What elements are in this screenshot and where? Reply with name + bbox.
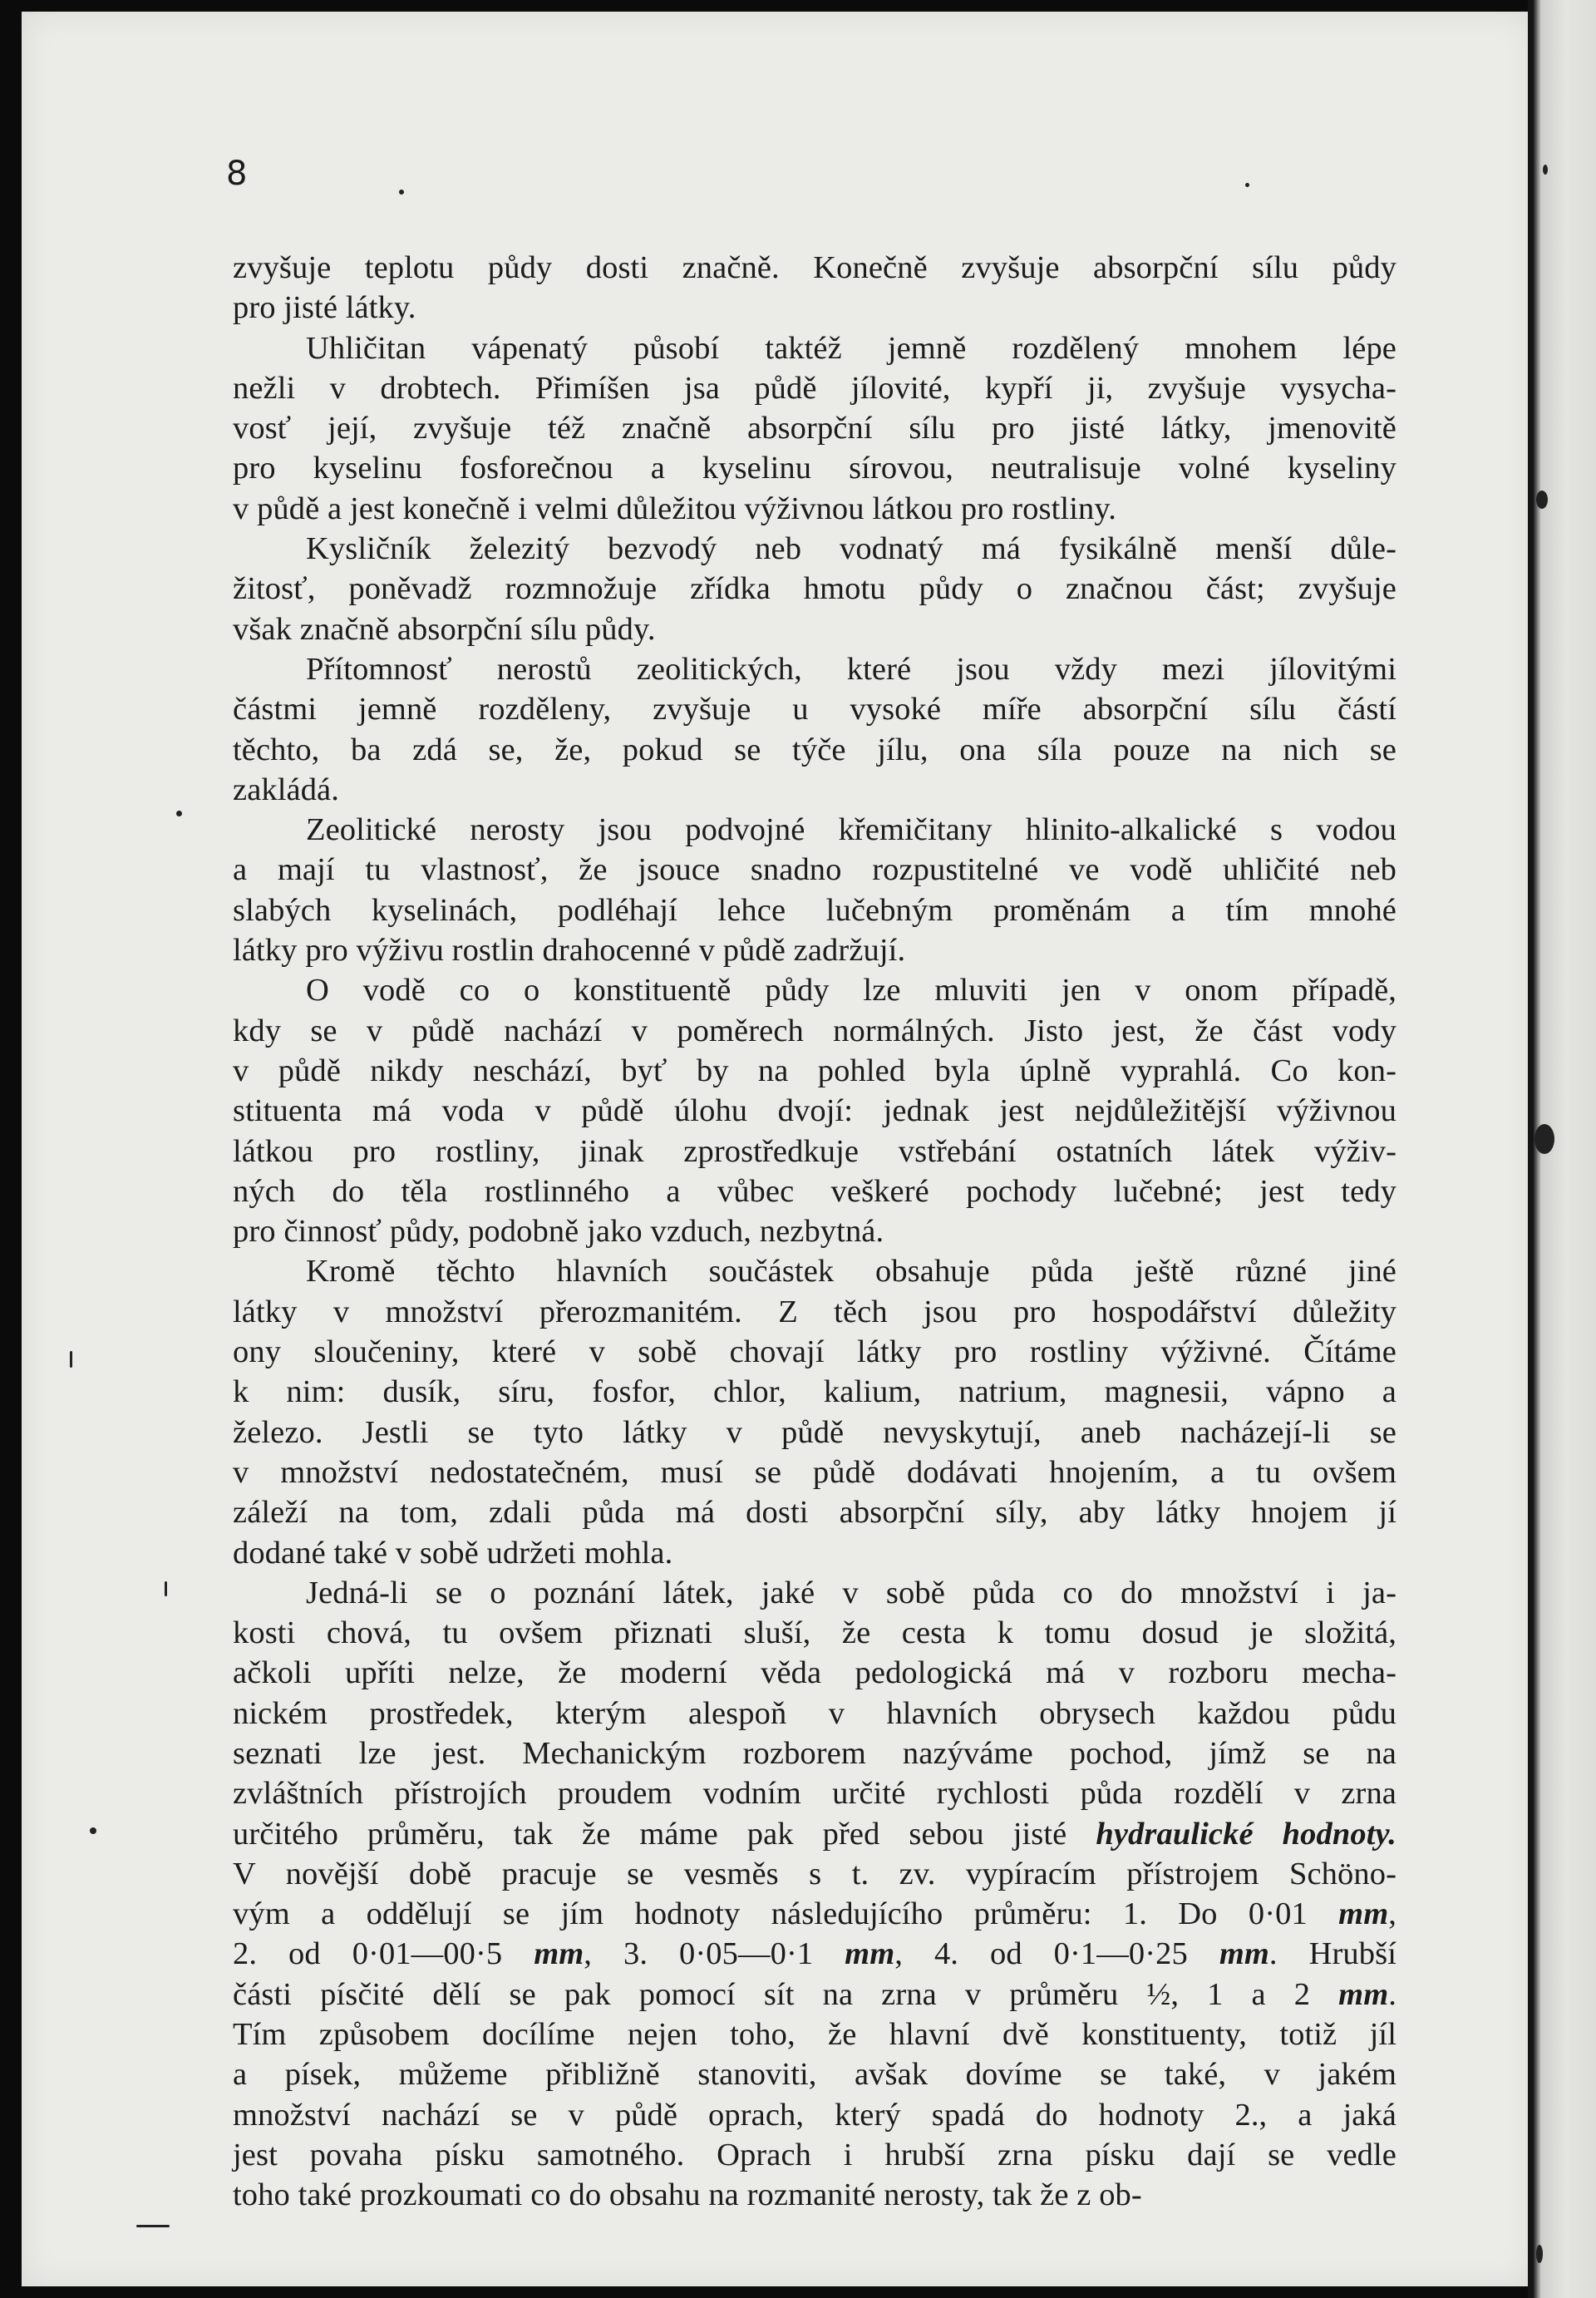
text-line: železo. Jestli se tyto látky v půdě nevyskytují, aneb nacházejí-li se <box>233 1414 1396 1450</box>
text-line: látky pro výživu rostlin drahocenné v půdě zadržují. <box>233 933 906 969</box>
scan-speck <box>90 1827 96 1834</box>
text-line: těchto, ba zdá se, že, pokud se týče jílu, ona síla pouze na nich se <box>233 732 1396 767</box>
paragraph <box>233 1573 1396 2216</box>
text-line: Jedná-li se o poznání látek, jaké v sobě půda co do množství i ja- <box>306 1575 1396 1610</box>
text-line: a mají tu vlastnosť, že jsouce snadno rozpustitelné ve vodě uhličité neb <box>233 852 1396 888</box>
text-line: Zeolitické nerosty jsou podvojné křemičitany hlinito-alkalické s vodou <box>306 812 1396 848</box>
body-text <box>233 248 1396 2216</box>
scan-speck <box>1534 1124 1554 1154</box>
text-line: však značně absorpční sílu půdy. <box>233 611 656 647</box>
scan-speck <box>70 1351 72 1368</box>
text-line: dodané také v sobě udržeti mohla. <box>233 1535 673 1571</box>
scan-speck <box>176 811 182 816</box>
text-line: vým a oddělují se jím hodnoty následujícího průměru: 1. Do 0·01 mm, <box>233 1896 1396 1932</box>
text-line: seznati lze jest. Mechanickým rozborem nazýváme pochod, jímž se na <box>233 1735 1396 1771</box>
scan-speck <box>1536 491 1548 509</box>
text-line: části písčité dělí se pak pomocí sít na zrna v průměru ½, 1 a 2 mm. <box>233 1976 1396 2012</box>
text-line: zvyšuje teplotu půdy dosti značně. Konečně zvyšuje absorpční sílu půdy <box>233 250 1396 285</box>
paragraph <box>233 529 1396 649</box>
text-line: Tím způsobem docílíme nejen toho, že hlavní dvě konstituenty, totiž jíl <box>233 2017 1396 2053</box>
text-line: v půdě nikdy neschází, byť by na pohled byla úplně vyprahlá. Co kon- <box>233 1053 1396 1088</box>
text-line: látky v množství přerozmanitém. Z těch jsou pro hospodářství důležity <box>233 1294 1396 1329</box>
text-line: Kromě těchto hlavních součástek obsahuje půda ještě různé jiné <box>306 1254 1396 1290</box>
text-line: V novější době pracuje se vesměs s t. zv. vypíracím přístrojem Schöno- <box>233 1856 1396 1891</box>
text-line: a písek, můžeme přibližně stanoviti, avšak dovíme se také, v jakém <box>233 2057 1396 2093</box>
text-line: pro jisté látky. <box>233 290 416 326</box>
text-line: ných do těla rostlinného a vůbec veškeré pochody lučebné; jest tedy <box>233 1173 1396 1209</box>
text-line: v půdě a jest konečně i velmi důležitou výživnou látkou pro rostliny. <box>233 491 1116 526</box>
text-line: ony sloučeniny, které v sobě chovají látky pro rostliny výživné. Čítáme <box>233 1334 1396 1370</box>
scan-speck <box>399 190 404 195</box>
scan-speck <box>1245 183 1249 187</box>
text-line: pro kyselinu fosforečnou a kyselinu sírovou, neutralisuje volné kyseliny <box>233 451 1396 486</box>
text-line: toho také prozkoumati co do obsahu na rozmanité nerosty, tak že z ob- <box>233 2177 1142 2213</box>
text-line: kosti chová, tu ovšem přiznati sluší, že cesta k tomu dosud je složitá, <box>233 1615 1396 1651</box>
text-line: vosť její, zvyšuje též značně absorpční sílu pro jisté látky, jmenovitě <box>233 411 1396 446</box>
text-line: záleží na tom, zdali půda má dosti absorpční síly, aby látky hnojem jí <box>233 1495 1396 1531</box>
text-line: k nim: dusík, síru, fosfor, chlor, kalium, natrium, magnesii, vápno a <box>233 1374 1396 1410</box>
paragraph <box>233 1251 1396 1572</box>
text-line: Kysličník železitý bezvodý neb vodnatý má fysikálně menší důle- <box>306 531 1396 567</box>
text-line: ačkoli upříti nelze, že moderní věda pedologická má v rozboru mecha- <box>233 1655 1396 1691</box>
text-line: nežli v drobtech. Přimíšen jsa půdě jílovité, kypří ji, zvyšuje vysycha- <box>233 370 1396 406</box>
text-line: stituenta má voda v půdě úlohu dvojí: jednak jest nejdůležitější výživnou <box>233 1093 1396 1129</box>
text-line: Přítomnosť nerostů zeolitických, které jsou vždy mezi jílovitými <box>306 651 1396 687</box>
scan-speck <box>165 1581 167 1596</box>
scan-speck <box>1543 165 1548 175</box>
paragraph <box>233 248 1396 328</box>
paragraph <box>233 810 1396 970</box>
text-line: jest povaha písku samotného. Oprach i hrubší zrna písku dají se vedle <box>233 2137 1396 2172</box>
text-line: Uhličitan vápenatý působí taktéž jemně rozdělený mnohem lépe <box>306 330 1396 366</box>
text-line: nickém prostředek, kterým alespoň v hlavních obrysech každou půdu <box>233 1695 1396 1731</box>
text-line: kdy se v půdě nachází v poměrech normálných. Jisto jest, že část vody <box>233 1013 1396 1048</box>
paragraph <box>233 970 1396 1251</box>
paragraph <box>233 328 1396 529</box>
text-line: částmi jemně rozděleny, zvyšuje u vysoké míře absorpční sílu částí <box>233 692 1396 727</box>
text-line: množství nachází se v půdě oprach, který spadá do hodnoty 2., a jaká <box>233 2097 1396 2133</box>
scan-speck <box>1536 2245 1543 2263</box>
page-number: 8 <box>226 155 248 193</box>
text-line: pro činnosť půdy, podobně jako vzduch, nezbytná. <box>233 1214 884 1250</box>
text-line: slabých kyselinách, podléhají lehce lučebným proměnám a tím mnohé <box>233 892 1396 928</box>
scan-speck <box>136 2225 170 2227</box>
text-line: určitého průměru, tak že máme pak před sebou jisté hydraulické hodnoty. <box>233 1816 1396 1852</box>
text-line: látkou pro rostliny, jinak zprostředkuje vstřebání ostatních látek výživ- <box>233 1133 1396 1169</box>
text-line: v množství nedostatečném, musí se půdě dodávati hnojením, a tu ovšem <box>233 1454 1396 1490</box>
paragraph <box>233 649 1396 810</box>
text-line: zvláštních přístrojích proudem vodním určité rychlosti půda rozdělí v zrna <box>233 1776 1396 1812</box>
text-line: zakládá. <box>233 772 339 807</box>
text-line: 2. od 0·01—00·5 mm, 3. 0·05—0·1 mm, 4. od 0·1—0·25 mm. Hrubší <box>233 1936 1396 1972</box>
text-line: O vodě co o konstituentě půdy lze mluviti jen v onom případě, <box>306 973 1396 1008</box>
text-line: žitosť, poněvadž rozmnožuje zřídka hmotu půdy o značnou část; zvyšuje <box>233 571 1396 607</box>
